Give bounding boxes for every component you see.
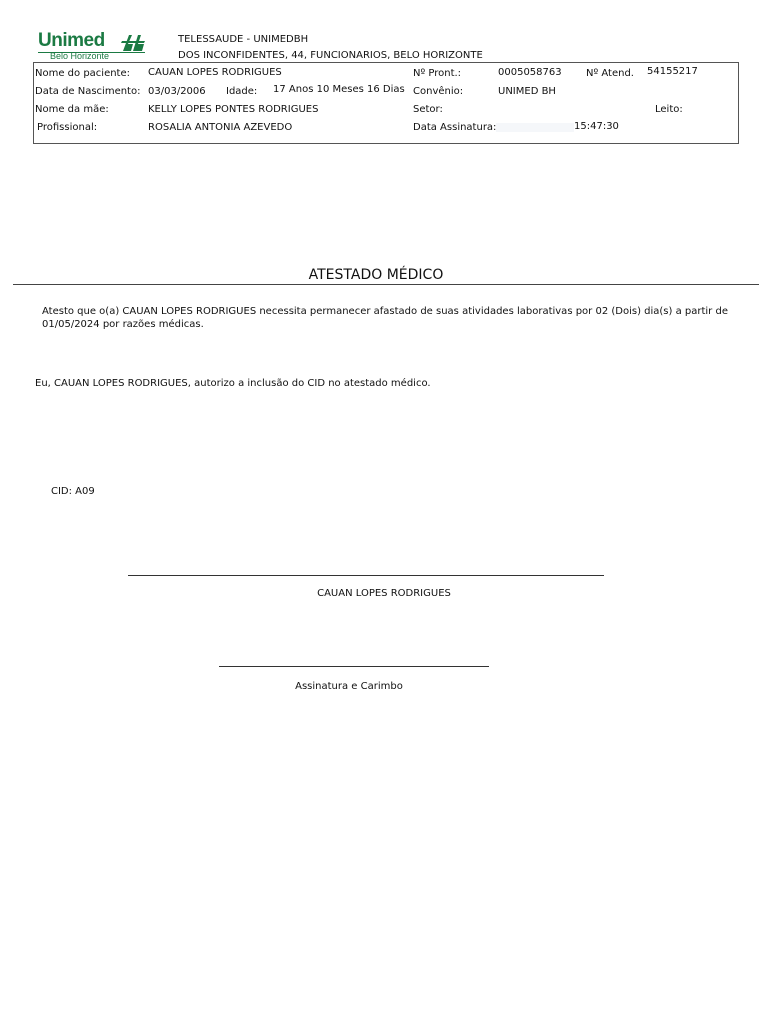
title-rule bbox=[13, 284, 759, 285]
org-address: DOS INCONFIDENTES, 44, FUNCIONARIOS, BELO HORIZONTE bbox=[178, 50, 483, 61]
pront-label: Nº Pront.: bbox=[413, 68, 462, 79]
convenio-value: UNIMED BH bbox=[498, 86, 556, 97]
attestation-line-1: Atesto que o(a) CAUAN LOPES RODRIGUES necessita permanecer afastado de suas atividades laborativas por 02 (Dois) dia(s) a partir de bbox=[42, 306, 728, 317]
patient-signature-name: CAUAN LOPES RODRIGUES bbox=[317, 588, 451, 599]
signature-stamp-label: Assinatura e Carimbo bbox=[295, 681, 403, 692]
doctor-signature-line bbox=[219, 666, 489, 667]
pront-number: 0005058763 bbox=[498, 67, 562, 78]
professional-name: ROSALIA ANTONIA AZEVEDO bbox=[148, 122, 293, 133]
redacted-date bbox=[496, 123, 574, 132]
atend-number: 54155217 bbox=[647, 66, 698, 77]
patient-name: CAUAN LOPES RODRIGUES bbox=[148, 67, 282, 78]
leito-label: Leito: bbox=[655, 104, 683, 115]
logo-wordmark: Unimed bbox=[38, 30, 105, 51]
sign-date-label: Data Assinatura: bbox=[413, 122, 497, 133]
org-name: TELESSAUDE - UNIMEDBH bbox=[178, 34, 309, 45]
cid-code: CID: A09 bbox=[51, 486, 95, 497]
age-value: 17 Anos 10 Meses 16 Dias bbox=[273, 84, 405, 95]
professional-label: Profissional: bbox=[37, 122, 98, 133]
patient-name-label: Nome do paciente: bbox=[35, 68, 130, 79]
mother-name: KELLY LOPES PONTES RODRIGUES bbox=[148, 104, 319, 115]
sign-time: 15:47:30 bbox=[574, 121, 619, 132]
age-label: Idade: bbox=[226, 86, 258, 97]
birth-date: 03/03/2006 bbox=[148, 86, 206, 97]
cid-authorization: Eu, CAUAN LOPES RODRIGUES, autorizo a inclusão do CID no atestado médico. bbox=[35, 378, 431, 389]
atend-label: Nº Atend. bbox=[586, 68, 634, 79]
unimed-tree-icon bbox=[120, 32, 146, 52]
patient-signature-line bbox=[128, 575, 604, 576]
birth-label: Data de Nascimento: bbox=[35, 86, 141, 97]
setor-label: Setor: bbox=[413, 104, 443, 115]
document-title: ATESTADO MÉDICO bbox=[308, 267, 444, 283]
logo-subtitle: Belo Horizonte bbox=[50, 51, 110, 61]
attestation-line-2: 01/05/2024 por razões médicas. bbox=[42, 319, 204, 330]
unimed-logo bbox=[36, 30, 146, 62]
convenio-label: Convênio: bbox=[413, 86, 464, 97]
mother-label: Nome da mãe: bbox=[35, 104, 109, 115]
